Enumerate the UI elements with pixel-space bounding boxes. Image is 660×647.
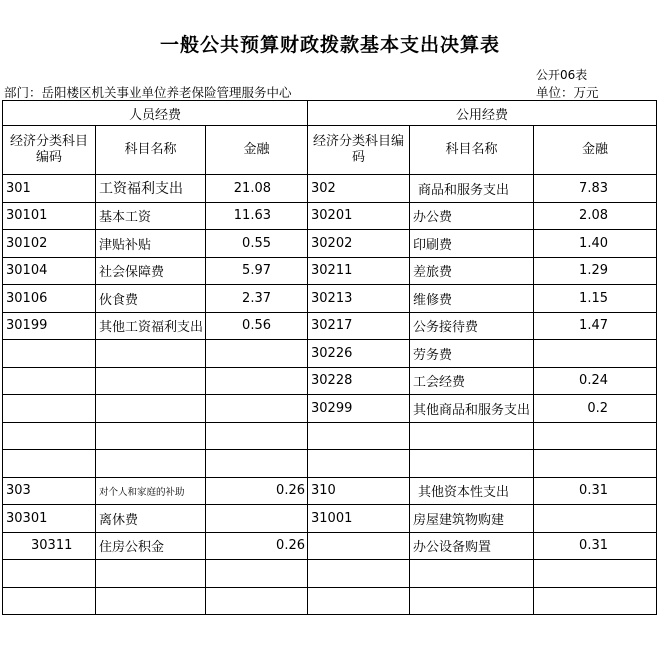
right-code-cell: 310	[308, 477, 410, 505]
left-code-cell	[3, 450, 96, 478]
right-name-cell: 工会经费	[410, 367, 534, 395]
form-code: 公开06表	[536, 68, 588, 82]
left-amount-cell: 2.37	[206, 285, 308, 313]
left-name-cell: 津贴补贴	[96, 230, 206, 258]
left-amount-cell	[206, 450, 308, 478]
left-name-cell: 对个人和家庭的补助	[96, 477, 206, 505]
right-amount-cell	[534, 450, 657, 478]
left-name-cell	[96, 340, 206, 368]
left-code-cell	[3, 560, 96, 588]
left-code-cell: 30199	[3, 312, 96, 340]
left-code-cell	[3, 340, 96, 368]
left-code-cell: 30106	[3, 285, 96, 313]
section-header-row	[3, 101, 657, 126]
right-amount-cell: 1.29	[534, 257, 657, 285]
table-row	[3, 367, 657, 395]
section-personnel: 人员经费	[3, 101, 308, 126]
right-amount-cell: 0.2	[534, 395, 657, 423]
right-amount-cell	[534, 560, 657, 588]
left-code-cell	[3, 395, 96, 423]
left-amount-cell: 0.55	[206, 230, 308, 258]
right-name-cell	[410, 450, 534, 478]
right-code-cell: 30202	[308, 230, 410, 258]
right-name-cell: 办公设备购置	[410, 532, 534, 560]
left-name-cell: 工资福利支出	[96, 175, 206, 203]
right-name-cell	[410, 560, 534, 588]
left-code-cell	[3, 367, 96, 395]
left-code-cell: 30301	[3, 505, 96, 533]
right-amount-cell: 0.31	[534, 477, 657, 505]
right-code-cell: 30201	[308, 202, 410, 230]
right-amount-cell	[534, 340, 657, 368]
left-amount-cell: 11.63	[206, 202, 308, 230]
right-name-cell: 其他商品和服务支出	[410, 395, 534, 423]
header-name-left: 科目名称	[96, 126, 206, 175]
right-code-cell: 30217	[308, 312, 410, 340]
left-name-cell: 离休费	[96, 505, 206, 533]
left-amount-cell	[206, 367, 308, 395]
table-row	[3, 230, 657, 258]
left-name-cell	[96, 450, 206, 478]
right-amount-cell: 1.15	[534, 285, 657, 313]
table-row	[3, 422, 657, 450]
right-code-cell: 302	[308, 175, 410, 203]
right-code-cell: 30228	[308, 367, 410, 395]
right-name-cell: 差旅费	[410, 257, 534, 285]
left-amount-cell: 21.08	[206, 175, 308, 203]
right-name-cell: 其他资本性支出	[410, 477, 534, 505]
right-name-cell: 商品和服务支出	[410, 175, 534, 203]
left-code-cell	[3, 422, 96, 450]
right-name-cell: 房屋建筑物购建	[410, 505, 534, 533]
left-amount-cell: 0.26	[206, 532, 308, 560]
left-code-cell: 30311	[3, 532, 96, 560]
left-code-cell: 30102	[3, 230, 96, 258]
header-code-left: 经济分类科目编码	[3, 126, 96, 175]
right-name-cell: 办公费	[410, 202, 534, 230]
left-amount-cell: 0.56	[206, 312, 308, 340]
right-code-cell	[308, 560, 410, 588]
right-amount-cell: 0.31	[534, 532, 657, 560]
column-header-row	[3, 126, 657, 175]
table-row	[3, 477, 657, 505]
right-name-cell: 维修费	[410, 285, 534, 313]
header-name-right: 科目名称	[410, 126, 534, 175]
right-name-cell	[410, 422, 534, 450]
table-row	[3, 505, 657, 533]
table-row	[3, 175, 657, 203]
left-code-cell: 303	[3, 477, 96, 505]
table-row	[3, 395, 657, 423]
right-amount-cell	[534, 422, 657, 450]
right-amount-cell	[534, 587, 657, 615]
right-code-cell: 30211	[308, 257, 410, 285]
left-name-cell	[96, 422, 206, 450]
left-name-cell	[96, 560, 206, 588]
right-code-cell: 30213	[308, 285, 410, 313]
left-amount-cell	[206, 395, 308, 423]
header-code-right: 经济分类科目编码	[308, 126, 410, 175]
left-name-cell: 住房公积金	[96, 532, 206, 560]
left-code-cell: 30101	[3, 202, 96, 230]
right-amount-cell: 1.47	[534, 312, 657, 340]
left-code-cell: 301	[3, 175, 96, 203]
department-label: 部门：岳阳楼区机关事业单位养老保险管理服务中心	[4, 85, 292, 100]
right-name-cell: 印刷费	[410, 230, 534, 258]
table-row	[3, 257, 657, 285]
left-name-cell: 基本工资	[96, 202, 206, 230]
table-row	[3, 560, 657, 588]
right-name-cell: 公务接待费	[410, 312, 534, 340]
header-amount-left: 金融	[206, 126, 308, 175]
right-amount-cell	[534, 505, 657, 533]
left-code-cell: 30104	[3, 257, 96, 285]
table-row	[3, 202, 657, 230]
right-name-cell: 劳务费	[410, 340, 534, 368]
left-amount-cell	[206, 422, 308, 450]
right-code-cell	[308, 450, 410, 478]
right-name-cell	[410, 587, 534, 615]
right-code-cell	[308, 532, 410, 560]
right-code-cell	[308, 587, 410, 615]
left-name-cell	[96, 395, 206, 423]
section-public: 公用经费	[308, 101, 657, 126]
unit-label: 单位：万元	[536, 85, 599, 100]
right-code-cell: 30226	[308, 340, 410, 368]
expenditure-table	[2, 100, 657, 615]
header-amount-right: 金融	[534, 126, 657, 175]
left-name-cell	[96, 587, 206, 615]
left-amount-cell	[206, 340, 308, 368]
left-name-cell: 社会保障费	[96, 257, 206, 285]
right-code-cell	[308, 422, 410, 450]
left-amount-cell: 5.97	[206, 257, 308, 285]
left-name-cell: 其他工资福利支出	[96, 312, 206, 340]
table-row	[3, 340, 657, 368]
left-amount-cell	[206, 560, 308, 588]
table-row	[3, 450, 657, 478]
table-row	[3, 312, 657, 340]
table-row	[3, 285, 657, 313]
page-title: 一般公共预算财政拨款基本支出决算表	[159, 34, 500, 56]
left-amount-cell	[206, 505, 308, 533]
right-amount-cell: 0.24	[534, 367, 657, 395]
right-amount-cell: 2.08	[534, 202, 657, 230]
left-amount-cell	[206, 587, 308, 615]
table-row	[3, 532, 657, 560]
left-code-cell	[3, 587, 96, 615]
left-name-cell	[96, 367, 206, 395]
left-name-cell: 伙食费	[96, 285, 206, 313]
left-amount-cell: 0.26	[206, 477, 308, 505]
right-code-cell: 31001	[308, 505, 410, 533]
table-row	[3, 587, 657, 615]
right-amount-cell: 1.40	[534, 230, 657, 258]
right-code-cell: 30299	[308, 395, 410, 423]
right-amount-cell: 7.83	[534, 175, 657, 203]
